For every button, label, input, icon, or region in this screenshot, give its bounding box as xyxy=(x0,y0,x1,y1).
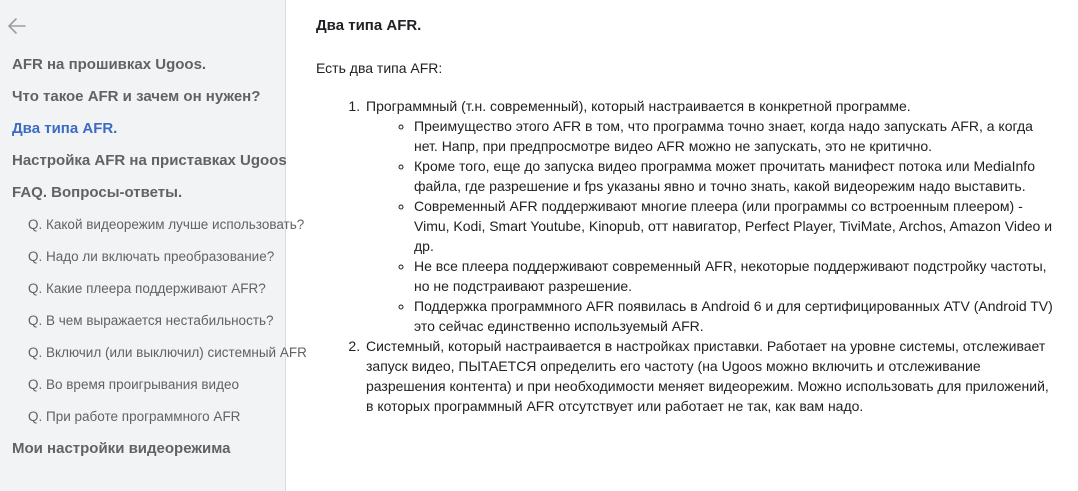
toc-item-two-types[interactable]: Два типа AFR. xyxy=(12,120,118,137)
toc-item-afr-ugoos[interactable]: AFR на прошивках Ugoos. xyxy=(12,56,207,73)
toc-nav xyxy=(0,52,307,468)
back-button[interactable] xyxy=(6,15,28,37)
afr-types-list xyxy=(316,96,1056,416)
toc-item-q-players[interactable]: Q. Какие плеера поддерживают AFR? xyxy=(28,281,266,296)
intro-text: Есть два типа AFR: xyxy=(316,60,443,76)
sub-list-item: ◦ Современный AFR поддерживают многие плеера (или программы со встроенным плеером) - Vimu, Kodi, Smart Youtube, Kinopub, отт навигатор, Perfect Player, TiviMate, Archos, Amazon Video и др. xyxy=(414,196,1056,256)
list-item-text: Системный, который настраивается в настройках приставки. Работает на уровне системы, отслеживает запуск видео, ПЫТАЕТСЯ определить его частоту (на Ugoos можно включить и отслеживание разрешения контента) и при необходимости меняет видеорежим. Можно использовать для приложений, в которых программный AFR отсутствует или работает не так, как вам надо. xyxy=(366,338,1049,414)
list-item xyxy=(364,96,1056,336)
toc-item-my-settings[interactable]: Мои настройки видеорежима xyxy=(12,440,231,457)
sub-list-item: ◦ Кроме того, еще до запуска видео программа может прочитать манифест потока или MediaInfo файла, где разрешение и fps указаны явно и точно знать, какой видеорежим надо выставить. xyxy=(414,156,1056,196)
toc-item-settings[interactable]: Настройка AFR на приставках Ugoos xyxy=(12,152,287,169)
sub-list xyxy=(366,116,1056,336)
toc-item-faq[interactable]: FAQ. Вопросы-ответы. xyxy=(12,184,183,201)
toc-item-q-conversion[interactable]: Q. Надо ли включать преобразование? xyxy=(28,249,275,264)
sub-list-item: ◦ Преимущество этого AFR в том, что программа точно знает, когда надо запускать AFR, а когда нет. Напр, при предпросмотре видео AFR можно не запускать, это не критично. xyxy=(414,116,1056,156)
list-item xyxy=(364,336,1056,416)
sub-list-item: ◦ Поддержка программного AFR появилась в Android 6 и для сертифицированных ATV (Android TV) это сейчас единственно используемый AFR. xyxy=(414,296,1056,336)
list-item-text: Программный (т.н. современный), который настраивается в конкретной программе. xyxy=(366,98,911,114)
toc-item-q-videomode[interactable]: Q. Какой видеорежим лучше использовать? xyxy=(28,217,305,232)
toc-item-what-is-afr[interactable]: Что такое AFR и зачем он нужен? xyxy=(12,88,261,105)
toc-item-q-instability[interactable]: Q. В чем выражается нестабильность? xyxy=(28,313,274,328)
sub-list-item: ◦ Не все плеера поддерживают современный AFR, некоторые поддерживают подстройку частоты, но не подстраивают разрешение. xyxy=(414,256,1056,296)
toc-item-q-system-afr[interactable]: Q. Включил (или выключил) системный AFR xyxy=(28,345,307,360)
toc-item-q-during-playback[interactable]: Q. Во время проигрывания видео xyxy=(28,377,239,392)
article-content xyxy=(316,14,1056,416)
sidebar xyxy=(0,0,307,491)
arrow-left-icon xyxy=(6,15,28,37)
toc-item-q-program-afr[interactable]: Q. При работе программного AFR xyxy=(28,409,241,424)
section-title: Два типа AFR. xyxy=(316,17,422,34)
